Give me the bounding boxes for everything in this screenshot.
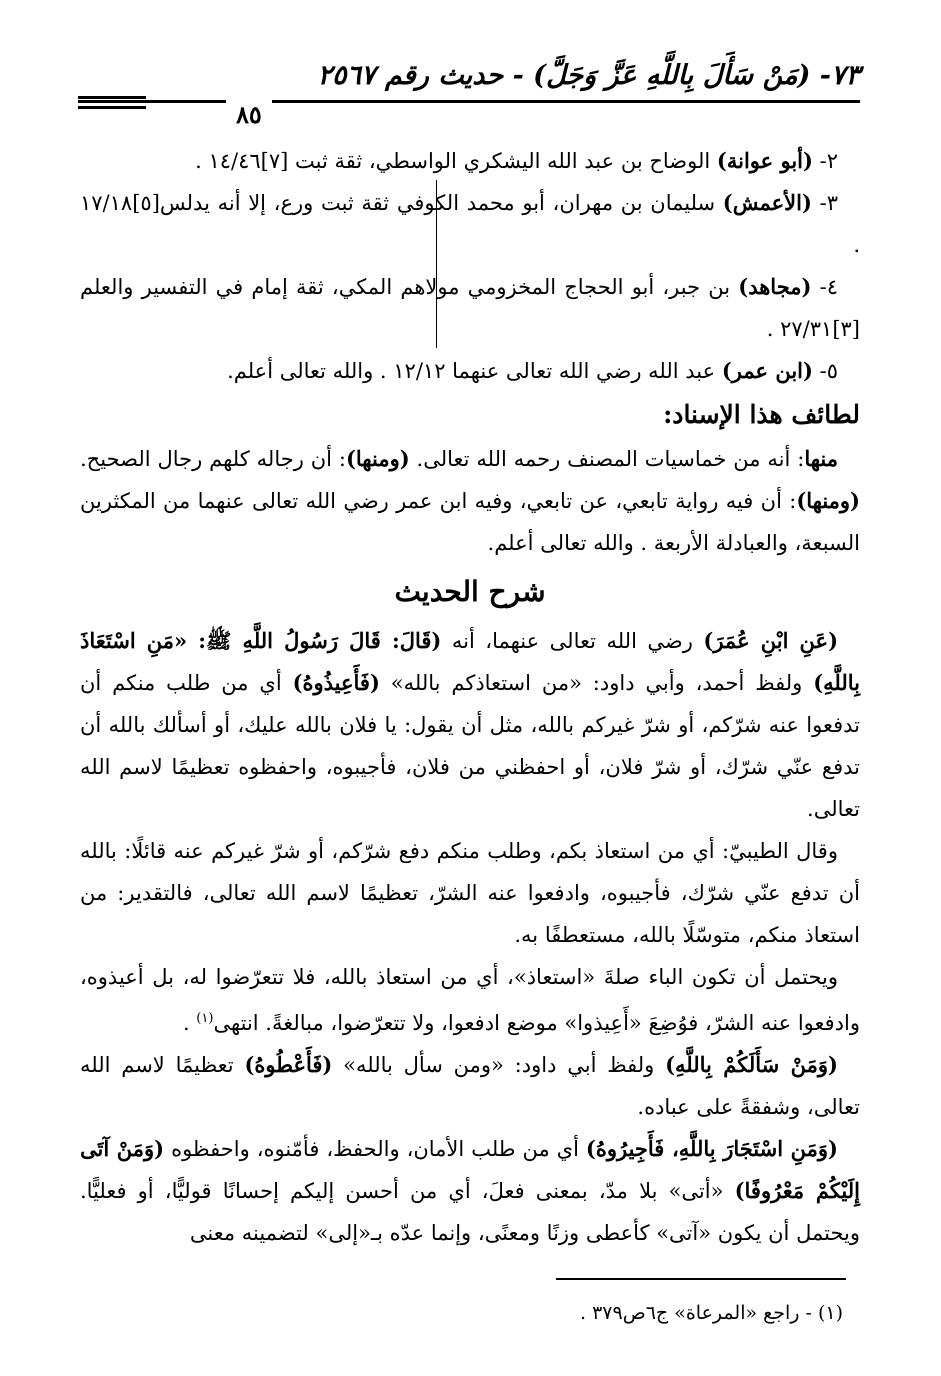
page-number: ٨٥	[226, 100, 272, 130]
narrator-entry: ٢- (أبو عوانة) الوضاح بن عبد الله اليشكري الواسطي، ثقة ثبت [٧]١٤/٤٦ .	[195, 148, 838, 173]
header-rule	[78, 100, 860, 103]
footnote: (١) - راجع «المرعاة» ج٦ص٣٧٩ .	[580, 1302, 843, 1324]
page-body	[80, 140, 860, 1254]
isnad-paragraph: منها: أنه من خماسيات المصنف رحمه الله تعالى. (ومنها): أن رجاله كلهم رجال الصحيح. (ومنها): أن فيه رواية تابعي، عن تابعي، وفيه ابن عمر رضي الله تعالى عنهما من المكثرين السبعة، والعبادلة الأربعة . والله تعالى أعلم.	[80, 446, 860, 555]
running-title: ٧٣- (مَنْ سَأَلَ بِاللَّهِ عَزَّ وَجَلَّ) - حديث رقم ٢٥٦٧	[317, 60, 860, 91]
section-heading-isnad: لطائف هذا الإسناد:	[663, 400, 860, 429]
header-double-rule-bottom	[78, 106, 146, 109]
page-header	[78, 60, 860, 129]
sharh-paragraph-2: وقال الطيبيّ: أي من استعاذ بكم، وطلب منكم دفع شرّكم، أو شرّ غيركم عنه قائلًا: بالله أن تدفع عنّي شرّك، فأجيبوه، وادفعوا عنه الشرّ، تعظيمًا لاسم الله تعالى، فالتقدير: من استعاذ منكم، متوسّلًا بالله، مستعطفًا به.	[80, 839, 860, 947]
narrator-entry: ٣- (الأعمش) سليمان بن مهران، أبو محمد الكوفي ثقة ثبت ورع، إلا أنه يدلس[٥]١٧/١٨ .	[80, 190, 860, 257]
sharh-paragraph-1: (عَنِ ابْنِ عُمَرَ) رضي الله تعالى عنهما، أنه (قَالَ: قَالَ رَسُولُ اللَّهِ ﷺ: «مَنِ اسْتَعَاذَ بِاللَّهِ) ولفظ أحمد، وأبي داود: «من استعاذكم بالله» (فَأَعِيذُوهُ) أي من طلب منكم أن تدفعوا عنه شرّكم، أو شرّ غيركم بالله، مثل أن يقول: يا فلان بالله عليك، أو أسألك بالله أن تدفع عنّي شرّك، أو شرّ فلان، أو احفظني من فلان، فأجيبوه، واحفظوه تعظيمًا لاسم الله تعالى.	[80, 628, 860, 821]
sharh-paragraph-3: ويحتمل أن تكون الباء صلةَ «استعاذ»، أي من استعاذ بالله، فلا تتعرّضوا له، بل أعيذوه، وادفعوا عنه الشرّ، فوُضِعَ «أَعِيذوا» موضع ادفعوا، ولا تتعرّضوا، مبالغةً. انتهى$^{(١)}$ .	[80, 965, 860, 1035]
narrator-entry: ٤- (مجاهد) بن جبر، أبو الحجاج المخزومي مولاهم المكي، ثقة إمام في التفسير والعلم [٣]٢٧/٣١ .	[80, 274, 860, 341]
sharh-paragraph-5: (وَمَنِ اسْتَجَارَ بِاللَّهِ، فَأَجِيرُوهُ) أي من طلب الأمان، والحفظ، فأمّنوه، واحفظوه (وَمَنْ آتَى إِلَيْكُمْ مَعْرُوفًا) «أتى» بلا مدّ، بمعنى فعلَ، أي من أحسن إليكم إحسانًا قوليًّا، أو فعليًّا. ويحتمل أن يكون «آتى» كأعطى وزنًا ومعنًى، وإنما عدّه بـ«إلى» لتضمينه معنى	[80, 1136, 860, 1245]
header-double-rule-top	[78, 96, 146, 99]
section-heading-sharh: شرح الحديث	[394, 575, 546, 608]
footnote-ref: (١)	[196, 1011, 214, 1026]
footnote-rule	[556, 1278, 846, 1280]
sharh-paragraph-4: (وَمَنْ سَأَلَكُمْ بِاللَّهِ) ولفظ أبي داود: «ومن سأل بالله» (فَأَعْطُوهُ) تعظيمًا لاسم الله تعالى، وشفقةً على عباده.	[80, 1052, 860, 1119]
narrator-entry: ٥- (ابن عمر) عبد الله رضي الله تعالى عنهما ١٢/١٢ . والله تعالى أعلم.	[227, 358, 838, 383]
